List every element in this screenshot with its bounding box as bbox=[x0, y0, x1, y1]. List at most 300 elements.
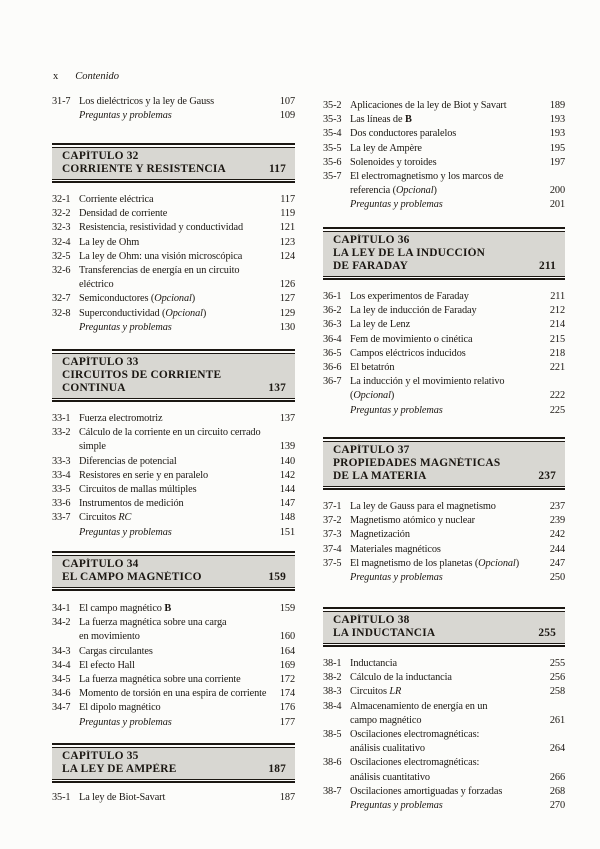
toc-entry-line bbox=[323, 728, 565, 742]
chapter-start-page: 237 bbox=[538, 469, 556, 482]
toc-entry-line bbox=[323, 170, 565, 184]
toc-entry-line bbox=[52, 236, 295, 250]
section-page-number: 172 bbox=[279, 674, 295, 686]
section-page-number: 211 bbox=[550, 291, 565, 302]
section-title: Circuitos de mallas múltiples bbox=[79, 484, 197, 496]
chapter-37-header-box bbox=[323, 437, 565, 490]
chapter-box-title: DE FARADAY bbox=[333, 259, 409, 272]
toc-entry-line bbox=[52, 321, 295, 335]
chapter-start-page: 117 bbox=[268, 162, 286, 175]
section-number: 38-4 bbox=[323, 700, 342, 712]
section-number: 36-6 bbox=[323, 362, 342, 374]
ch38-entries bbox=[323, 657, 565, 813]
chapter-box-title: CAPÍTULO 32 bbox=[62, 149, 139, 162]
ch34-entries bbox=[52, 602, 295, 730]
section-page-number: 255 bbox=[549, 658, 565, 669]
section-number: 33-5 bbox=[52, 484, 71, 496]
toc-entry-line bbox=[323, 99, 565, 113]
toc-entry-line bbox=[52, 673, 295, 687]
section-title: Superconductividad (Opcional) bbox=[79, 307, 207, 319]
section-page-number: 137 bbox=[279, 413, 295, 424]
toc-entry-line bbox=[52, 412, 295, 426]
ch36-entries bbox=[323, 290, 565, 418]
section-number: 35-3 bbox=[323, 114, 342, 126]
chapter-box-line bbox=[62, 558, 286, 571]
chapter-box-panel bbox=[52, 147, 295, 180]
chapter-box-line bbox=[62, 150, 286, 163]
chapter-start-page: 159 bbox=[268, 570, 286, 583]
section-page-number: 129 bbox=[279, 307, 295, 319]
section-page-number: 147 bbox=[279, 498, 295, 510]
toc-entry-line bbox=[52, 645, 295, 659]
section-number: 32-4 bbox=[52, 236, 71, 248]
section-page-number: 176 bbox=[279, 702, 295, 714]
section-number: 33-3 bbox=[52, 455, 71, 467]
section-page-number: 177 bbox=[279, 716, 295, 728]
running-header-title: Contenido bbox=[75, 71, 119, 82]
section-page-number: 144 bbox=[279, 484, 295, 496]
section-page-number: 222 bbox=[549, 390, 565, 402]
section-number: 31-7 bbox=[52, 96, 71, 107]
toc-entry-line bbox=[52, 278, 295, 292]
section-title: El electromagnetismo y los marcos de bbox=[350, 171, 504, 183]
section-number bbox=[52, 321, 79, 335]
chapter-box-title: CAPÍTULO 33 bbox=[62, 355, 139, 368]
section-page-number: 214 bbox=[549, 319, 565, 331]
section-number bbox=[323, 404, 350, 418]
section-title: Cargas circulantes bbox=[79, 645, 153, 657]
section-page-number bbox=[274, 264, 295, 278]
section-number: 38-2 bbox=[323, 672, 342, 684]
toc-entry-line bbox=[323, 771, 565, 785]
chapter-box-line bbox=[333, 234, 556, 247]
section-page-number: 256 bbox=[549, 672, 565, 684]
section-number: 33-7 bbox=[52, 512, 71, 524]
section-title: Preguntas y problemas bbox=[79, 716, 172, 728]
chapter-box-line bbox=[62, 382, 286, 395]
section-page-number: 193 bbox=[549, 114, 565, 126]
section-title: La ley de Ohm bbox=[79, 236, 140, 248]
chapter-36-header-box bbox=[323, 227, 565, 280]
chapter-box-title: CAPÍTULO 37 bbox=[333, 443, 410, 456]
section-title: Oscilaciones electromagnéticas: bbox=[350, 729, 480, 741]
section-page-number: 126 bbox=[279, 279, 295, 291]
section-title: La ley de Lenz bbox=[350, 319, 411, 331]
section-title: La ley de Ohm: una visión microscópica bbox=[79, 250, 243, 262]
section-page-number: 159 bbox=[279, 603, 295, 614]
section-number bbox=[323, 571, 350, 585]
toc-entry-line bbox=[52, 701, 295, 715]
section-number: 38-1 bbox=[323, 658, 342, 669]
section-page-number: 244 bbox=[549, 543, 565, 555]
section-title: Fuerza electromotriz bbox=[79, 413, 163, 424]
section-page-number: 266 bbox=[549, 771, 565, 783]
chapter-box-title: DE LA MATERIA bbox=[333, 469, 427, 482]
chapter-34-header-box bbox=[52, 551, 295, 591]
toc-entry-line bbox=[323, 318, 565, 332]
toc-entry-line bbox=[323, 657, 565, 671]
section-title: Instrumentos de medición bbox=[79, 498, 184, 510]
toc-entry-line bbox=[52, 616, 295, 630]
section-number: 36-2 bbox=[323, 305, 342, 317]
toc-entry-line bbox=[323, 333, 565, 347]
section-page-number: 123 bbox=[279, 236, 295, 248]
chapter-start-page: 137 bbox=[268, 381, 286, 394]
chapter-box-line bbox=[62, 571, 286, 584]
chapter-33-header-box bbox=[52, 349, 295, 402]
section-page-number: 264 bbox=[549, 743, 565, 755]
toc-entry-line bbox=[52, 602, 295, 616]
section-number: 34-6 bbox=[52, 688, 71, 700]
section-page-number: 215 bbox=[549, 333, 565, 345]
section-number: 33-6 bbox=[52, 498, 71, 510]
toc-entry-line bbox=[52, 264, 295, 278]
section-page-number: 212 bbox=[549, 305, 565, 317]
section-number: 36-5 bbox=[323, 347, 342, 359]
section-number: 37-4 bbox=[323, 543, 342, 555]
section-number: 33-4 bbox=[52, 469, 71, 481]
section-title: Preguntas y problemas bbox=[350, 800, 443, 812]
section-page-number: 261 bbox=[549, 714, 565, 726]
section-page-number: 140 bbox=[279, 455, 295, 467]
section-title: Cálculo de la inductancia bbox=[350, 672, 452, 684]
toc-entry-line bbox=[323, 543, 565, 557]
toc-entry-line bbox=[323, 404, 565, 418]
toc-entry-line bbox=[323, 742, 565, 756]
chapter-box-panel bbox=[52, 555, 295, 588]
section-title: La inducción y el movimiento relativo bbox=[350, 376, 505, 388]
section-title: La fuerza magnética sobre una carga bbox=[79, 617, 227, 629]
section-page-number: 218 bbox=[549, 347, 565, 359]
section-number: 36-7 bbox=[323, 376, 342, 388]
section-number: 38-3 bbox=[323, 686, 342, 698]
toc-entry-line bbox=[52, 307, 295, 321]
section-number bbox=[323, 184, 350, 198]
section-title: Preguntas y problemas bbox=[350, 199, 443, 211]
section-number: 37-1 bbox=[323, 501, 342, 512]
section-title: Campos eléctricos inducidos bbox=[350, 347, 466, 359]
toc-entry-line bbox=[52, 687, 295, 701]
section-page-number: 127 bbox=[279, 293, 295, 305]
section-number: 33-2 bbox=[52, 427, 71, 439]
chapter-box-line bbox=[333, 627, 556, 640]
section-title: Magnetización bbox=[350, 529, 410, 541]
toc-entry-line bbox=[52, 526, 295, 540]
section-page-number: 169 bbox=[279, 659, 295, 671]
toc-entry-line bbox=[52, 426, 295, 440]
toc-entry-line bbox=[323, 714, 565, 728]
section-number bbox=[323, 799, 350, 813]
toc-entry-line bbox=[323, 557, 565, 571]
section-page-number: 221 bbox=[549, 362, 565, 374]
chapter-box-line bbox=[62, 369, 286, 382]
section-page-number: 201 bbox=[549, 199, 565, 211]
chapter-box-line bbox=[333, 444, 556, 457]
section-title: Preguntas y problemas bbox=[350, 572, 443, 584]
section-number: 32-6 bbox=[52, 265, 71, 277]
chapter-32-header-box bbox=[52, 143, 295, 183]
section-title: El betatrón bbox=[350, 362, 395, 374]
section-number: 32-5 bbox=[52, 250, 71, 262]
chapter-start-page: 255 bbox=[538, 626, 556, 639]
section-title: Fem de movimiento o cinética bbox=[350, 333, 473, 345]
chapter-box-line bbox=[333, 247, 556, 260]
section-page-number: 107 bbox=[279, 96, 295, 107]
chapter-box-title: LA INDUCTANCIA bbox=[333, 626, 436, 639]
section-page-number bbox=[544, 375, 565, 389]
chapter-box-line bbox=[62, 763, 286, 776]
chapter-box-line bbox=[333, 260, 556, 273]
section-title: campo magnético bbox=[350, 714, 422, 726]
section-page-number bbox=[274, 426, 295, 440]
chapter-box-title: CAPÍTULO 34 bbox=[62, 557, 139, 570]
section-title: referencia (Opcional) bbox=[350, 185, 437, 197]
ch35-entries-left bbox=[52, 791, 295, 805]
toc-entry-line bbox=[52, 250, 295, 264]
toc-entry-line bbox=[52, 483, 295, 497]
toc-entry-line bbox=[323, 156, 565, 170]
chapter-box-line bbox=[333, 457, 556, 470]
chapter-box-line bbox=[62, 750, 286, 763]
section-page-number: 130 bbox=[279, 321, 295, 333]
section-number: 34-4 bbox=[52, 659, 71, 671]
section-page-number: 225 bbox=[549, 404, 565, 416]
section-number bbox=[323, 742, 350, 756]
section-page-number: 119 bbox=[280, 208, 295, 220]
section-number: 32-8 bbox=[52, 307, 71, 319]
section-title: El efecto Hall bbox=[79, 659, 135, 671]
section-number: 37-5 bbox=[323, 557, 342, 569]
chapter-38-header-box bbox=[323, 607, 565, 647]
section-number: 35-6 bbox=[323, 156, 342, 168]
section-title: eléctrico bbox=[79, 279, 114, 291]
section-title: La ley de inducción de Faraday bbox=[350, 305, 477, 317]
section-page-number: 151 bbox=[279, 526, 295, 538]
chapter-box-title: CAPÍTULO 38 bbox=[333, 613, 410, 626]
toc-entry-line bbox=[52, 193, 295, 207]
section-page-number: 237 bbox=[549, 501, 565, 512]
toc-entry-line bbox=[52, 716, 295, 730]
section-page-number: 239 bbox=[549, 515, 565, 527]
section-number bbox=[52, 109, 79, 123]
toc-entry-line bbox=[323, 685, 565, 699]
section-number: 32-7 bbox=[52, 293, 71, 305]
section-number: 36-3 bbox=[323, 319, 342, 331]
section-title: Aplicaciones de la ley de Biot y Savart bbox=[350, 100, 507, 111]
section-title: Semiconductores (Opcional) bbox=[79, 293, 196, 305]
toc-entry-line bbox=[323, 389, 565, 403]
ch32-entries bbox=[52, 193, 295, 335]
section-title: análisis cualitativo bbox=[350, 743, 425, 755]
section-page-number: 247 bbox=[549, 557, 565, 569]
section-title: Preguntas y problemas bbox=[79, 526, 172, 538]
section-number: 32-3 bbox=[52, 222, 71, 234]
section-number bbox=[323, 771, 350, 785]
toc-entry-line bbox=[323, 571, 565, 585]
chapter-start-page: 187 bbox=[268, 762, 286, 775]
toc-entry-line bbox=[323, 671, 565, 685]
section-title: La ley de Biot-Savart bbox=[79, 792, 166, 803]
section-title: en movimiento bbox=[79, 631, 140, 643]
toc-entry-line bbox=[323, 304, 565, 318]
section-title: Corriente eléctrica bbox=[79, 194, 154, 205]
section-page-number bbox=[274, 616, 295, 630]
section-number: 34-1 bbox=[52, 603, 71, 614]
section-page-number bbox=[544, 170, 565, 184]
left-column bbox=[52, 0, 295, 849]
section-page-number: 139 bbox=[279, 441, 295, 453]
toc-entry-line bbox=[323, 375, 565, 389]
ch35-entries-right bbox=[323, 99, 565, 213]
toc-entry-line bbox=[52, 109, 295, 123]
section-title: Cálculo de la corriente en un circuito cerrado bbox=[79, 427, 261, 439]
chapter-35-header-box bbox=[52, 743, 295, 783]
section-page-number: 200 bbox=[549, 185, 565, 197]
section-title: análisis cuantitativo bbox=[350, 771, 430, 783]
chapter-box-panel bbox=[52, 353, 295, 399]
toc-entry-line bbox=[323, 756, 565, 770]
section-title: Solenoides y toroides bbox=[350, 156, 437, 168]
chapter-box-title: CIRCUITOS DE CORRIENTE bbox=[62, 368, 222, 381]
section-number bbox=[52, 630, 79, 644]
toc-entry-line bbox=[323, 500, 565, 514]
section-page-number: 124 bbox=[279, 250, 295, 262]
section-number bbox=[52, 440, 79, 454]
toc-entry-line bbox=[323, 799, 565, 813]
section-title: Preguntas y problemas bbox=[79, 321, 172, 333]
section-title: El magnetismo de los planetas (Opcional) bbox=[350, 557, 520, 569]
section-number: 34-3 bbox=[52, 645, 71, 657]
section-title: Almacenamiento de energía en un bbox=[350, 700, 488, 712]
section-page-number: 164 bbox=[279, 645, 295, 657]
chapter-box-line bbox=[333, 470, 556, 483]
toc-entry-line bbox=[323, 528, 565, 542]
toc-entry-line bbox=[52, 497, 295, 511]
section-page-number: 109 bbox=[279, 110, 295, 122]
chapter-box-line bbox=[62, 356, 286, 369]
ch33-entries bbox=[52, 412, 295, 540]
toc-entry-line bbox=[323, 785, 565, 799]
chapter-box-title: CORRIENTE Y RESISTENCIA bbox=[62, 162, 226, 175]
toc-entry-line bbox=[323, 113, 565, 127]
section-number: 34-5 bbox=[52, 674, 71, 686]
section-page-number: 250 bbox=[549, 572, 565, 584]
section-page-number: 193 bbox=[549, 128, 565, 140]
toc-entry-line bbox=[323, 290, 565, 304]
chapter-box-panel bbox=[323, 231, 565, 277]
chapter-box-title: EL CAMPO MAGNÉTICO bbox=[62, 570, 202, 583]
chapter-box-panel bbox=[323, 611, 565, 644]
toc-entry-line bbox=[52, 630, 295, 644]
toc-entry-line bbox=[323, 361, 565, 375]
toc-entry-line bbox=[323, 198, 565, 212]
toc-entry-line bbox=[52, 292, 295, 306]
toc-entry-line bbox=[323, 700, 565, 714]
section-number bbox=[52, 716, 79, 730]
section-title: Transferencias de energía en un circuito bbox=[79, 265, 240, 277]
chapter-box-title: LA LEY DE AMPÈRE bbox=[62, 762, 177, 775]
toc-entry-line bbox=[52, 659, 295, 673]
section-title: La ley de Ampère bbox=[350, 142, 422, 154]
section-number: 36-4 bbox=[323, 333, 342, 345]
section-number bbox=[323, 198, 350, 212]
chapter-box-line bbox=[333, 614, 556, 627]
section-page-number bbox=[544, 756, 565, 770]
section-number bbox=[52, 526, 79, 540]
section-number: 34-2 bbox=[52, 617, 71, 629]
section-number: 35-4 bbox=[323, 128, 342, 140]
chapter-box-title: LA LEY DE LA INDUCCIÓN bbox=[333, 246, 486, 259]
section-number: 35-1 bbox=[52, 792, 71, 803]
section-number: 32-2 bbox=[52, 208, 71, 220]
section-title: Momento de torsión en una espira de corriente bbox=[79, 688, 267, 700]
toc-entry-line bbox=[52, 455, 295, 469]
section-number bbox=[323, 714, 350, 728]
toc-entry-line bbox=[323, 127, 565, 141]
section-page-number: 197 bbox=[549, 156, 565, 168]
section-page-number: 121 bbox=[279, 222, 295, 234]
section-page-number: 142 bbox=[279, 469, 295, 481]
section-number: 37-3 bbox=[323, 529, 342, 541]
section-number: 35-7 bbox=[323, 171, 342, 183]
section-title: La ley de Gauss para el magnetismo bbox=[350, 501, 496, 512]
section-page-number: 258 bbox=[549, 686, 565, 698]
section-page-number: 148 bbox=[279, 512, 295, 524]
section-title: La fuerza magnética sobre una corriente bbox=[79, 674, 241, 686]
toc-entry-line bbox=[52, 221, 295, 235]
section-title: Resistores en serie y en paralelo bbox=[79, 469, 209, 481]
section-title: Las líneas de B bbox=[350, 114, 412, 126]
section-page-number: 242 bbox=[549, 529, 565, 541]
section-title: Los dieléctricos y la ley de Gauss bbox=[79, 96, 214, 107]
toc-entry-line bbox=[52, 791, 295, 805]
section-number: 37-2 bbox=[323, 515, 342, 527]
ch31-entries bbox=[52, 95, 295, 123]
toc-entry-line bbox=[52, 511, 295, 525]
section-page-number bbox=[544, 728, 565, 742]
section-title: Circuitos LR bbox=[350, 686, 402, 698]
section-title: Diferencias de potencial bbox=[79, 455, 177, 467]
section-title: El dipolo magnético bbox=[79, 702, 161, 714]
section-title: Resistencia, resistividad y conductividad bbox=[79, 222, 244, 234]
section-page-number: 270 bbox=[549, 800, 565, 812]
section-number: 38-6 bbox=[323, 757, 342, 769]
toc-entry-line bbox=[52, 207, 295, 221]
section-number: 35-5 bbox=[323, 142, 342, 154]
section-page-number: 117 bbox=[280, 194, 295, 205]
toc-entry-line bbox=[52, 95, 295, 109]
section-number: 38-7 bbox=[323, 785, 342, 797]
section-title: Oscilaciones electromagnéticas: bbox=[350, 757, 480, 769]
section-page-number: 268 bbox=[549, 785, 565, 797]
section-number bbox=[52, 278, 79, 292]
section-title: (Opcional) bbox=[350, 390, 395, 402]
section-page-number: 189 bbox=[549, 100, 565, 111]
ch37-entries bbox=[323, 500, 565, 585]
section-page-number: 195 bbox=[549, 142, 565, 154]
section-page-number: 174 bbox=[279, 688, 295, 700]
toc-entry-line bbox=[52, 469, 295, 483]
section-title: Los experimentos de Faraday bbox=[350, 291, 469, 302]
section-title: El campo magnético B bbox=[79, 603, 172, 614]
toc-entry-line bbox=[323, 347, 565, 361]
chapter-start-page: 211 bbox=[538, 259, 556, 272]
right-column bbox=[323, 0, 565, 849]
toc-entry-line bbox=[52, 440, 295, 454]
chapter-box-panel bbox=[52, 747, 295, 780]
section-page-number: 187 bbox=[279, 792, 295, 803]
toc-entry-line bbox=[323, 184, 565, 198]
